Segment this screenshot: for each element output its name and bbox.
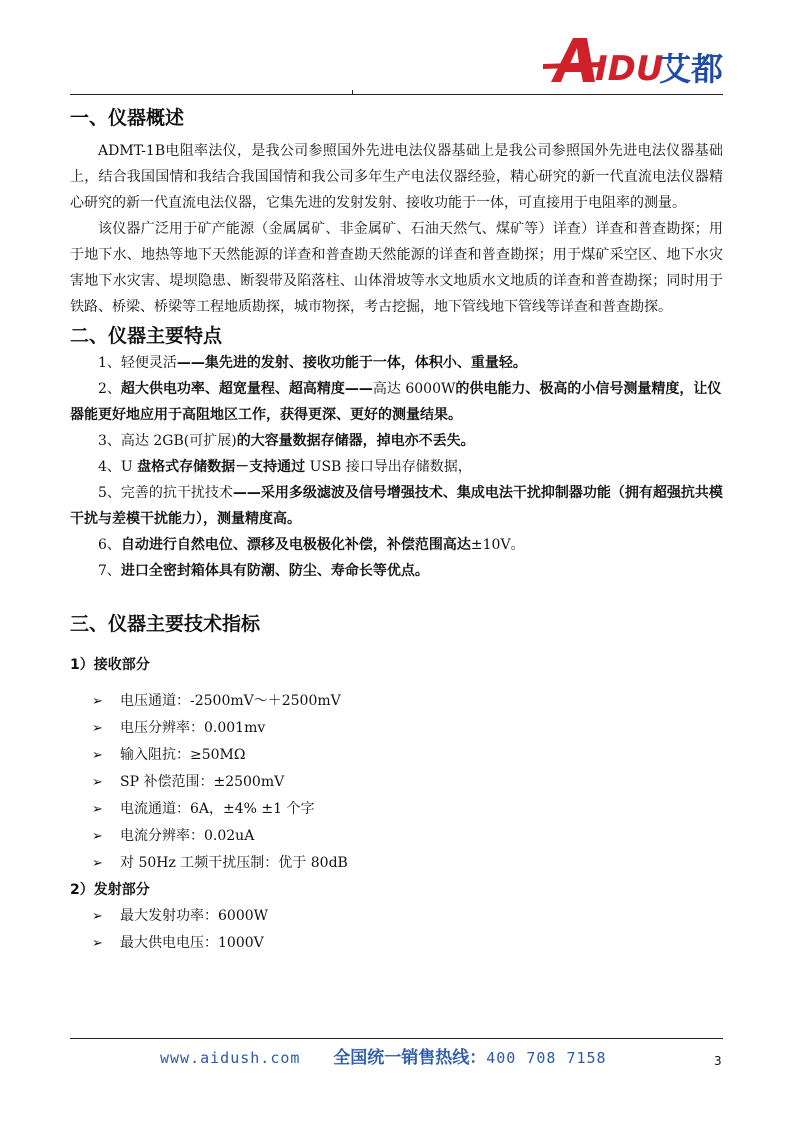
receive-subheading: 1）接收部分 (70, 657, 150, 673)
transmit-subheading: 2）发射部分 (70, 882, 150, 898)
arrow-bullet-icon: ➢ (92, 829, 103, 844)
feature-item: 3、高达 2GB(可扩展)的大容量数据存储器，掉电亦不丢失。 (98, 433, 475, 449)
list-item: ➢ 最大供电电压：1000V (92, 930, 723, 957)
arrow-bullet-icon: ➢ (92, 721, 103, 736)
header-rule (70, 94, 723, 95)
list-item: ➢ 最大发射功率：6000W (92, 903, 723, 930)
arrow-bullet-icon: ➢ (92, 775, 103, 790)
overview-paragraph-1: ADMT-1B电阻率法仪，是我公司参照国外先进电法仪器基础上是我公司参照国外先进电法仪器基础上，结合我国国情和我结合我国国情和我公司多年生产电法仪器经验，精心研究的新一代直流电法仪器精心研究的新一代直流电法仪器，它集先进的发射发射、接收功能于一体，可直接用于电阻率的测量。 (70, 143, 723, 211)
feature-list (70, 350, 723, 584)
page-content (70, 100, 723, 957)
feature-item: 2、超大供电功率、超宽量程、超高精度——高达 6000W的供电能力、极高的小信号测量精度，让仪器能更好地应用于高阻地区工作，获得更深、更好的测量结果。 (70, 381, 722, 423)
header-tick (352, 90, 353, 95)
list-item: ➢ 输入阻抗：≥50MΩ (92, 742, 723, 769)
section-heading-specs: 三、仪器主要技术指标 (70, 613, 261, 635)
list-item: ➢ 对 50Hz 工频干扰压制：优于 80dB (92, 850, 723, 877)
svg-text:IDU: IDU (595, 49, 664, 84)
receive-spec-list (70, 688, 723, 877)
arrow-bullet-icon: ➢ (92, 802, 103, 817)
website-link[interactable]: www.aidush.com (160, 1049, 301, 1067)
hotline-phone: 400 708 7158 (486, 1049, 607, 1067)
footer (160, 1043, 607, 1068)
list-item: ➢ 电流通道：6A，±4% ±1 个字 (92, 796, 723, 823)
arrow-bullet-icon: ➢ (92, 694, 103, 709)
list-item: ➢ SP 补偿范围：±2500mV (92, 769, 723, 796)
list-item: ➢ 电流分辨率：0.02uA (92, 823, 723, 850)
arrow-bullet-icon: ➢ (92, 909, 103, 924)
arrow-bullet-icon: ➢ (92, 936, 103, 951)
hotline-label: 全国统一销售热线： (333, 1048, 487, 1068)
aidu-logo (543, 34, 723, 84)
feature-item: 5、完善的抗干扰技术——采用多级滤波及信号增强技术、集成电法干扰抑制器功能（拥有超强抗共模干扰与差模干扰能力），测量精度高。 (70, 485, 723, 527)
footer-rule (70, 1038, 723, 1039)
feature-item: 7、进口全密封箱体具有防潮、防尘、寿命长等优点。 (98, 563, 429, 579)
list-item: ➢ 电压通道：-2500mV～＋2500mV (92, 688, 723, 715)
arrow-bullet-icon: ➢ (92, 748, 103, 763)
logo-a-mark (543, 38, 603, 82)
transmit-spec-list (70, 903, 723, 957)
feature-item: 1、轻便灵活——集先进的发射、接收功能于一体，体积小、重量轻。 (98, 355, 527, 371)
feature-item: 6、自动进行自然电位、漂移及电极极化补偿，补偿范围高达±10V。 (98, 537, 525, 553)
arrow-bullet-icon: ➢ (92, 856, 103, 871)
list-item: ➢ 电压分辨率：0.001mv (92, 715, 723, 742)
feature-item: 4、U 盘格式存储数据－支持通过 USB 接口导出存储数据， (98, 459, 472, 475)
section-heading-features: 二、仪器主要特点 (70, 325, 223, 347)
overview-paragraph-2: 该仪器广泛用于矿产能源（金属属矿、非金属矿、石油天然气、煤矿等）详查）详查和普查勘探；用于地下水、地热等地下天然能源的详查和普查勘天然能源的详查和普查勘探；用于煤矿采空区、地下水灾害地下水灾害、堤坝隐患、断裂带及陷落柱、山体滑坡等水文地质水文地质的详查和普查勘探；同时用于铁路、桥梁、桥梁等工程地质勘探，城市物探，考古挖掘，地下管线地下管线等详查和普查勘探。 (70, 221, 723, 315)
svg-text:艾都: 艾都 (659, 50, 723, 84)
section-heading-overview: 一、仪器概述 (70, 107, 185, 129)
page-number: 3 (714, 1054, 722, 1068)
